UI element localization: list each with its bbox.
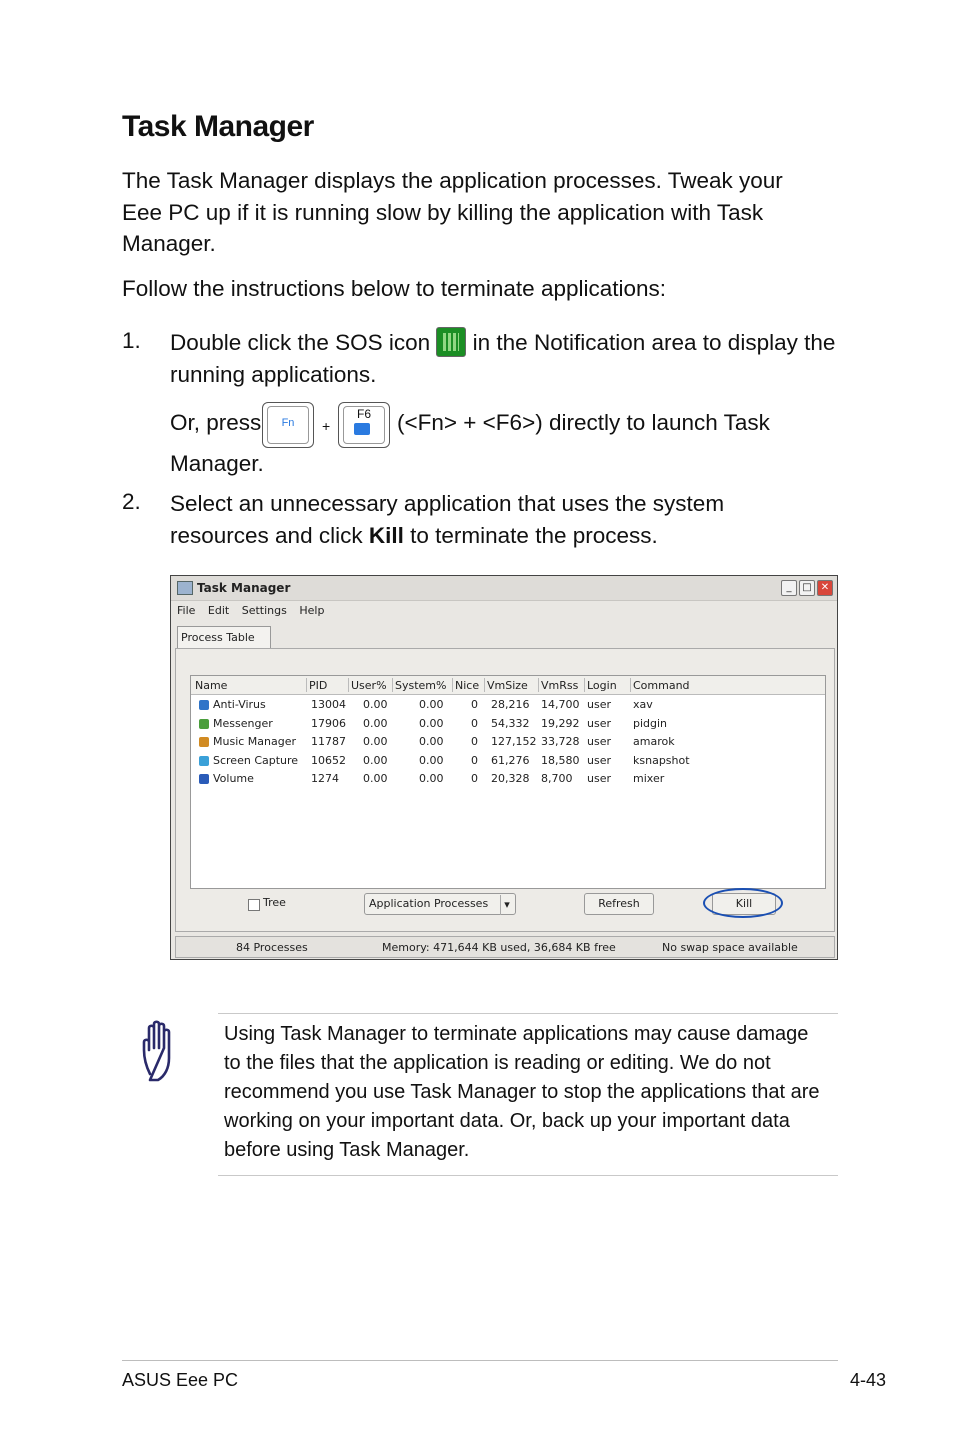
process-icon bbox=[199, 756, 209, 766]
column-header[interactable]: VmRss bbox=[541, 679, 579, 692]
column-separator bbox=[306, 678, 307, 692]
note-top-rule bbox=[218, 1013, 838, 1014]
table-cell: 0.00 bbox=[363, 716, 388, 730]
table-cell: 0.00 bbox=[363, 735, 388, 748]
menu-settings[interactable]: Settings bbox=[241, 604, 287, 617]
keys-description: (<Fn> + <F6>) directly to launch Task bbox=[397, 410, 770, 435]
kill-highlight-circle bbox=[703, 888, 783, 918]
process-icon bbox=[199, 719, 209, 729]
table-cell: user bbox=[587, 753, 611, 767]
table-header bbox=[191, 676, 825, 695]
table-row[interactable] bbox=[191, 770, 825, 788]
table-cell: 19,292 bbox=[541, 716, 580, 730]
table-cell: 0 bbox=[471, 716, 478, 730]
status-bar bbox=[175, 936, 835, 958]
table-cell: 0 bbox=[471, 753, 478, 767]
process-table bbox=[190, 675, 826, 889]
page-title: Task Manager bbox=[122, 110, 314, 143]
intro-paragraph: The Task Manager displays the application processes. Tweak your Eee PC up if it is running slow by killing the application with Task Manager. bbox=[122, 168, 783, 256]
f6-key-label: F6 bbox=[356, 407, 371, 421]
table-cell: 13004 bbox=[311, 698, 346, 711]
page-number: 4-43 bbox=[849, 1370, 886, 1390]
step2-kill-word: Kill bbox=[368, 523, 404, 548]
kill-button[interactable]: Kill bbox=[712, 893, 776, 915]
table-cell: 0 bbox=[471, 735, 478, 748]
table-cell: user bbox=[587, 735, 611, 748]
step1-number: 1. bbox=[122, 328, 141, 353]
status-memory: Memory: 471,644 KB used, 36,684 KB free bbox=[382, 941, 616, 954]
footer-rule bbox=[122, 1360, 838, 1361]
menu-help[interactable]: Help bbox=[299, 604, 325, 617]
column-separator bbox=[584, 678, 585, 692]
table-cell: 0.00 bbox=[419, 716, 444, 730]
table-row[interactable] bbox=[191, 715, 825, 733]
footer-left: ASUS Eee PC bbox=[122, 1370, 239, 1390]
column-separator bbox=[348, 678, 349, 692]
keys-description-2: Manager. bbox=[170, 451, 264, 476]
column-separator bbox=[538, 678, 539, 692]
column-separator bbox=[484, 678, 485, 692]
process-icon bbox=[199, 700, 209, 710]
warning-note: Using Task Manager to terminate applications may cause damage to the files that the application is reading or editing. We do not recommend you use Task Manager to stop the applications that are working on your important data. Or, back up your important data before using Task Manager. bbox=[224, 1023, 820, 1161]
table-cell: xav bbox=[633, 698, 653, 711]
column-separator bbox=[630, 678, 631, 692]
sos-icon bbox=[436, 327, 466, 357]
table-cell: 0.00 bbox=[363, 753, 388, 767]
fn-key-icon bbox=[262, 402, 314, 448]
app-icon bbox=[177, 581, 193, 595]
process-icon bbox=[199, 737, 209, 747]
step1-text-b: in the Notification area to display the running applications. bbox=[170, 330, 836, 387]
column-separator bbox=[392, 678, 393, 692]
refresh-button[interactable]: Refresh bbox=[584, 893, 654, 915]
table-cell: user bbox=[587, 772, 611, 785]
table-cell: amarok bbox=[633, 735, 675, 748]
column-header[interactable]: System% bbox=[395, 679, 447, 692]
tab-process-table[interactable]: Process Table bbox=[177, 626, 271, 648]
minimize-icon[interactable]: _ bbox=[781, 580, 797, 596]
table-cell: Screen Capture bbox=[213, 753, 299, 767]
table-cell: 0.00 bbox=[419, 698, 444, 711]
step2-text-a: Select an unnecessary application that uses the system resources and click bbox=[170, 491, 725, 548]
table-cell: 17906 bbox=[311, 716, 346, 730]
maximize-icon[interactable]: □ bbox=[799, 580, 815, 596]
column-header[interactable]: Command bbox=[633, 679, 690, 692]
table-row[interactable] bbox=[191, 733, 825, 751]
fn-key-label: Fn bbox=[281, 417, 295, 429]
table-cell: user bbox=[587, 716, 611, 730]
table-cell: 0 bbox=[471, 698, 478, 711]
step1-text-a: Double click the SOS icon bbox=[170, 330, 431, 355]
table-cell: Anti-Virus bbox=[213, 698, 266, 711]
tree-checkbox[interactable] bbox=[248, 899, 260, 911]
menubar bbox=[177, 604, 333, 617]
table-cell: 0.00 bbox=[419, 772, 444, 785]
window-title: Task Manager bbox=[197, 581, 291, 595]
table-row[interactable] bbox=[191, 752, 825, 770]
close-icon[interactable]: ✕ bbox=[817, 580, 833, 596]
table-cell: 0.00 bbox=[419, 735, 444, 748]
table-cell: 28,216 bbox=[491, 698, 530, 711]
table-cell: 11787 bbox=[311, 735, 346, 748]
window-titlebar bbox=[171, 576, 837, 601]
table-cell: Messenger bbox=[213, 716, 273, 730]
status-processes: 84 Processes bbox=[236, 941, 308, 954]
tree-label: Tree bbox=[263, 896, 286, 909]
table-cell: 0.00 bbox=[363, 698, 388, 711]
table-cell: Music Manager bbox=[213, 735, 297, 748]
table-cell: ksnapshot bbox=[633, 753, 690, 767]
table-cell: 0 bbox=[471, 772, 478, 785]
table-cell: user bbox=[587, 698, 611, 711]
table-cell: 20,328 bbox=[491, 772, 530, 785]
column-header[interactable]: User% bbox=[351, 679, 387, 692]
step1-text bbox=[170, 327, 840, 391]
column-separator bbox=[452, 678, 453, 692]
table-cell: 8,700 bbox=[541, 772, 573, 785]
follow-paragraph: Follow the instructions below to terminate applications: bbox=[122, 276, 667, 301]
table-cell: 1274 bbox=[311, 772, 339, 785]
column-header[interactable]: Name bbox=[195, 679, 228, 692]
menu-edit[interactable]: Edit bbox=[207, 604, 230, 617]
step2-number: 2. bbox=[122, 489, 141, 514]
table-cell: Volume bbox=[213, 772, 254, 785]
table-cell: 33,728 bbox=[541, 735, 580, 748]
table-cell: 54,332 bbox=[491, 716, 530, 730]
chevron-down-icon: ▾ bbox=[500, 895, 513, 915]
table-cell: 14,700 bbox=[541, 698, 580, 711]
column-header[interactable]: VmSize bbox=[487, 679, 528, 692]
table-cell: 18,580 bbox=[541, 753, 580, 767]
column-header[interactable]: PID bbox=[309, 679, 328, 692]
note-bottom-rule bbox=[218, 1175, 838, 1176]
f6-key-icon bbox=[338, 402, 390, 448]
process-filter-value: Application Processes bbox=[369, 897, 489, 910]
table-cell: 0.00 bbox=[419, 753, 444, 767]
process-icon bbox=[199, 774, 209, 784]
step2-text-b: to terminate the process. bbox=[410, 523, 658, 548]
process-filter-dropdown[interactable] bbox=[364, 893, 516, 915]
table-row[interactable] bbox=[191, 696, 825, 714]
status-swap: No swap space available bbox=[662, 941, 798, 954]
table-cell: 127,152 bbox=[491, 735, 537, 748]
table-cell: mixer bbox=[633, 772, 665, 785]
table-cell: 10652 bbox=[311, 753, 346, 767]
column-header[interactable]: Nice bbox=[455, 679, 480, 692]
plus-sign: + bbox=[322, 418, 331, 434]
task-manager-window bbox=[170, 575, 838, 960]
column-header[interactable]: Login bbox=[587, 679, 617, 692]
step2-text bbox=[170, 488, 770, 552]
table-cell: 0.00 bbox=[363, 772, 388, 785]
warning-hand-icon bbox=[140, 1018, 188, 1086]
or-press-label: Or, press bbox=[170, 410, 262, 435]
table-cell: 61,276 bbox=[491, 753, 530, 767]
table-cell: pidgin bbox=[633, 716, 668, 730]
menu-file[interactable]: File bbox=[177, 604, 196, 617]
